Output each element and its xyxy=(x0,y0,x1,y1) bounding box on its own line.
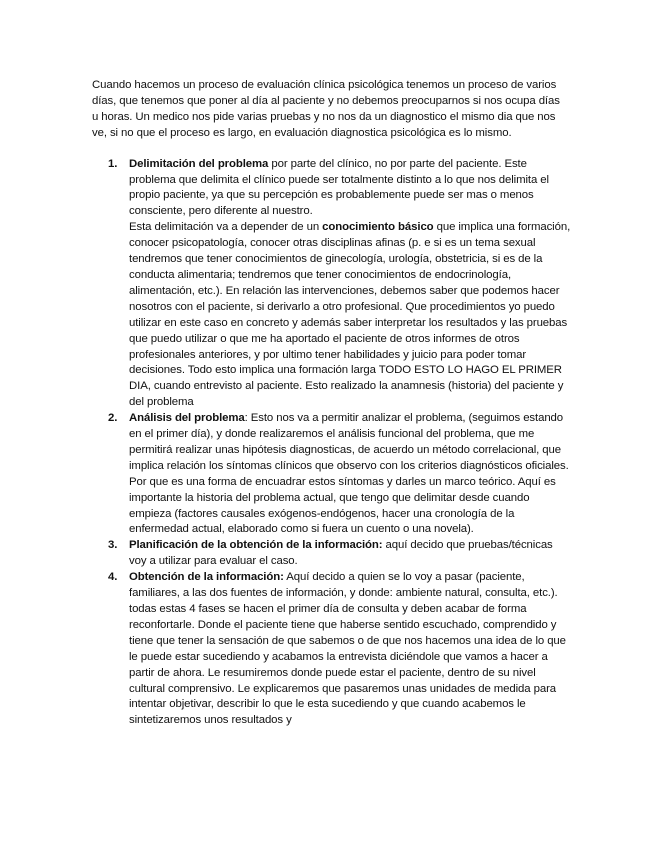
item-second-paragraph xyxy=(129,220,571,411)
item-term: Análisis del problema xyxy=(129,412,245,425)
item-text: Aquí decido a quien se lo voy a pasar (paciente, familiares, a las dos fuentes de información, y donde: ambiente natural, consulta, etc.). todas estas 4 fases se hacen el primer día de consulta y deben acabar de forma reconfortarle. Donde el paciente tiene que haberse sentido escuchado, comprendido y tiene que tener la sensación de que sabemos o de que nos hacemos una idea de lo que le puede estar sucediendo y acabamos la entrevista diciéndole que vamos a hacer a partir de ahora. Le resumiremos donde puede estar el paciente, dentro de su nivel cultural comprensivo. Le explicaremos que pasaremos unas unidades de medida para intentar objetivar, describir lo que le esta sucediendo y que cuando acabemos le sintetizaremos unos resultados y xyxy=(129,571,566,727)
item-keyword: conocimiento básico xyxy=(322,221,434,234)
item-term: Delimitación del problema xyxy=(129,157,269,170)
item-text: : Esto nos va a permitir analizar el problema, (seguimos estando en el primer día), y donde realizaremos el análisis funcional del problema, que me permitirá realizar unas hipótesis diagnosticas, de acuerdo un método correlacional, que implica relación los síntomas clínicos que observo con los criterios diagnósticos oficiales. Por que es una forma de encuadrar estos síntomas y darles un marco teórico. Aquí es importante la historia del problema actual, que tengo que delimitar desde cuando empieza (factores causales exógenos-endógenos, hacer una cronología de la enfermedad actual, elaborado como si fuera un cuento o una novela). xyxy=(129,412,569,536)
item-paragraph xyxy=(129,411,571,538)
item-text: aquí decido que pruebas/técnicas voy a utilizar para evaluar el caso. xyxy=(129,539,553,568)
list-number: 2. xyxy=(108,412,118,425)
item-text-after: que implica una formación, conocer psicopatología, conocer otras disciplinas afinas (p. e si es un tema sexual tendremos que tener conocimientos de ginecología, urología, obstetricia, si es de la conducta alimentaria; tendremos que tener conocimientos de endocrinología, alimentación, etc.). En relación las intervenciones, debemos saber que podemos hacer nosotros con el paciente, si derivarlo a otro profesional. Que procedimientos yo puedo utilizar en este caso en concreto y además saber interpretar los resultados y las pruebas que puedo utilizar o que me ha aportado el paciente de otros informes de otros profesionales anteriores, y por ultimo tener habilidades y juicio para poder tomar decisiones. Todo esto implica una formación larga TODO ESTO LO HAGO EL PRIMER DIA, cuando entrevisto al paciente. Esto realizado la anamnesis (historia) del paciente y del problema xyxy=(129,221,571,409)
item-paragraph xyxy=(129,570,571,729)
item-paragraph xyxy=(129,157,571,221)
intro-paragraph: Cuando hacemos un proceso de evaluación clínica psicológica tenemos un proceso de varios días, que tenemos que poner al día al paciente y no debemos preocuparnos si nos ocupa días u horas. Un medico nos pide varias pruebas y no nos da un diagnostico el mismo dia que nos ve, si no que el proceso es largo, en evaluación diagnostica psicológica es lo mismo. xyxy=(92,79,560,139)
item-term: Obtención de la información: xyxy=(129,571,284,584)
list-item-delimitacion xyxy=(92,157,571,412)
item-paragraph xyxy=(129,538,571,570)
process-steps-list xyxy=(92,157,571,730)
list-number: 1. xyxy=(108,157,118,170)
list-number: 3. xyxy=(108,539,118,552)
list-item-obtencion xyxy=(92,570,571,729)
list-item-analisis xyxy=(92,411,571,538)
item-text: por parte del clínico, no por parte del paciente. Este problema que delimita el clínico puede ser totalmente distinto a lo que nos delimita el propio paciente, ya que su percepción es probablemente puede ser mas o menos consciente, pero diferente al nuestro. xyxy=(129,157,549,218)
list-number: 4. xyxy=(108,571,118,584)
item-text-before: Esta delimitación va a depender de un xyxy=(129,221,323,234)
list-item-planificacion xyxy=(92,538,571,570)
item-term: Planificación de la obtención de la información: xyxy=(129,539,383,552)
